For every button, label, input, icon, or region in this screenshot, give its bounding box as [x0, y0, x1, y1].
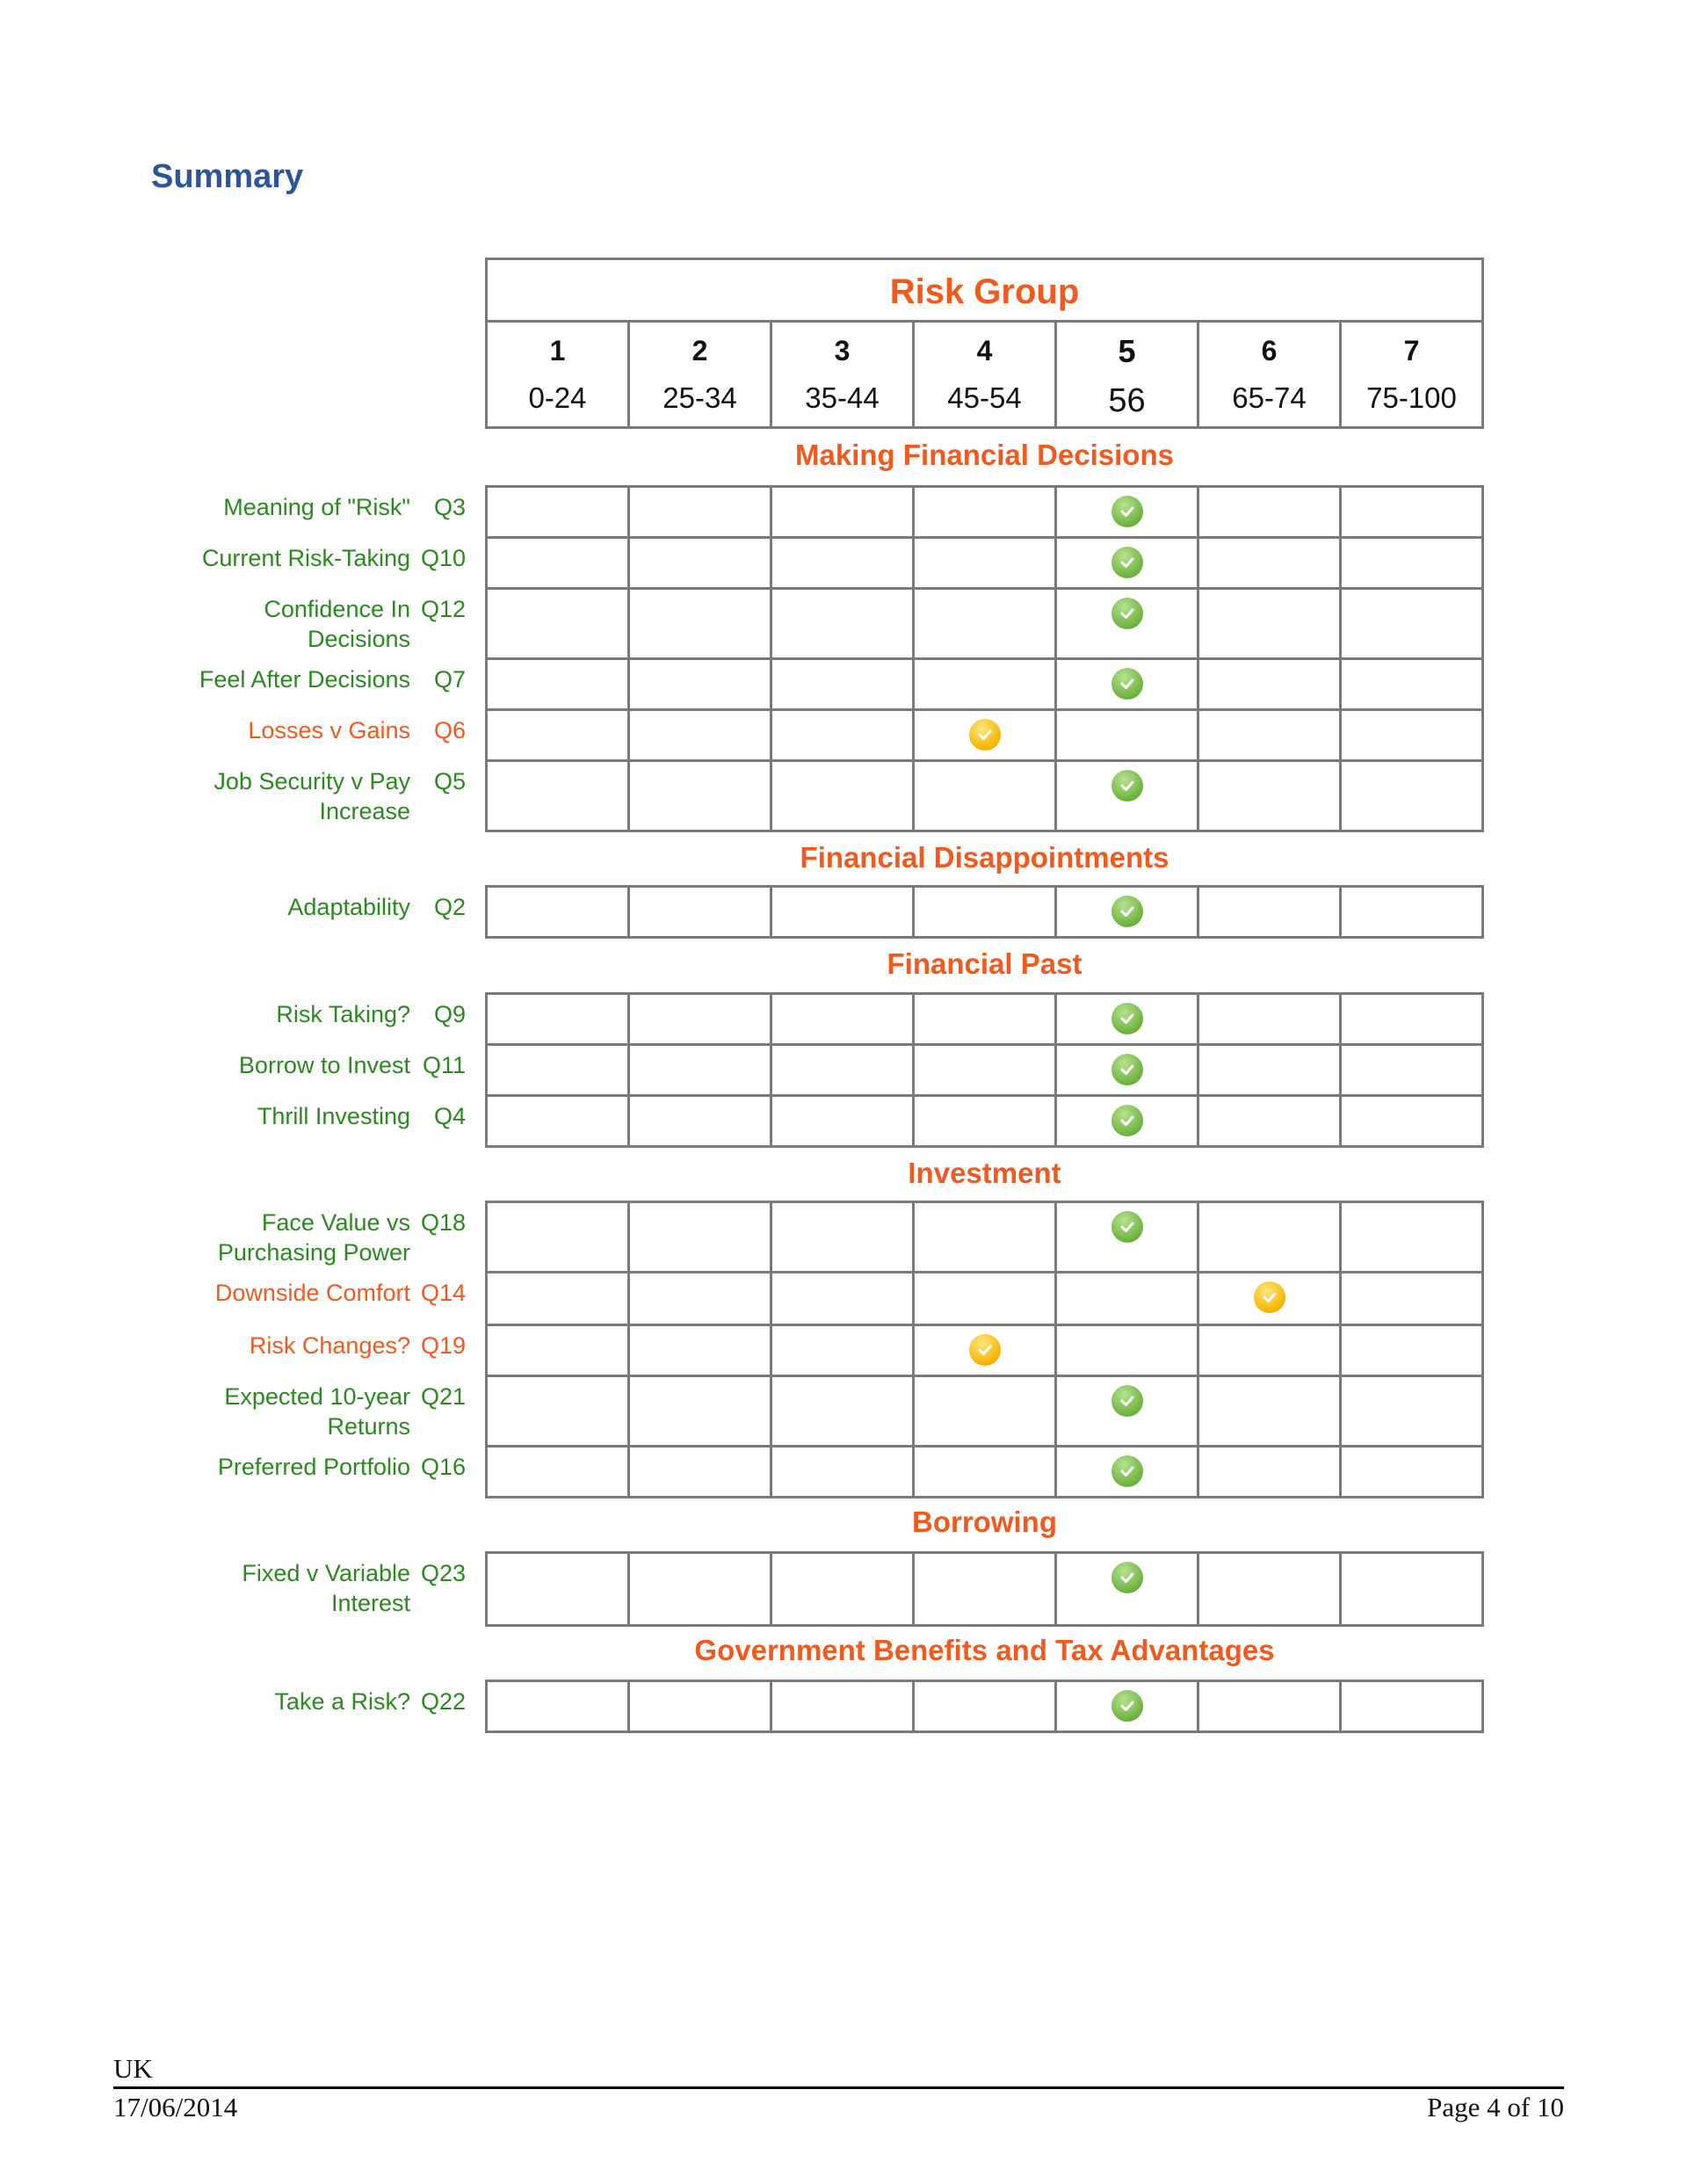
risk-group-cell	[915, 1554, 1057, 1624]
question-code: Q9	[433, 1001, 466, 1027]
table-row	[488, 1554, 1481, 1627]
question-code: Q18	[420, 1209, 466, 1236]
risk-group-cell	[1199, 711, 1342, 759]
question-label-line: Expected 10-year	[224, 1383, 410, 1410]
risk-group-cell	[1342, 1326, 1481, 1375]
risk-group-cell	[1199, 1326, 1342, 1375]
risk-group-cell	[915, 1448, 1057, 1496]
risk-group-cell	[630, 539, 772, 587]
risk-group-cell	[1057, 711, 1199, 759]
risk-group-cell	[915, 762, 1057, 830]
question-label	[0, 1558, 410, 1618]
question-label	[0, 1101, 410, 1131]
section-grid	[485, 1680, 1484, 1733]
risk-group-cell	[488, 539, 630, 587]
section-title: Making Financial Decisions	[795, 439, 1174, 471]
table-row	[488, 1377, 1481, 1448]
question-label	[0, 594, 410, 654]
risk-group-cell	[488, 1682, 630, 1731]
question-code: Q2	[433, 894, 466, 920]
green-check-icon	[1111, 1690, 1143, 1722]
risk-group-cell	[630, 762, 772, 830]
risk-group-cell	[772, 1377, 915, 1445]
risk-group-cell	[1342, 1046, 1481, 1094]
risk-group-cell	[915, 888, 1057, 936]
risk-group-cell	[630, 660, 772, 708]
question-label-line: Increase	[319, 798, 410, 824]
risk-group-column	[488, 323, 630, 429]
table-row	[488, 1273, 1481, 1326]
risk-group-cell	[630, 1682, 772, 1731]
question-label-line: Face Value vs	[261, 1209, 410, 1236]
question-code: Q19	[420, 1332, 466, 1359]
risk-group-cell	[772, 1448, 915, 1496]
risk-group-cell	[1342, 1554, 1481, 1624]
risk-group-cell	[1342, 660, 1481, 708]
risk-group-cell	[915, 1046, 1057, 1094]
question-code: Q12	[420, 596, 466, 622]
risk-group-cell	[1057, 488, 1199, 536]
risk-group-range: 56	[1108, 382, 1146, 419]
question-label-line: Returns	[327, 1413, 410, 1440]
risk-group-cell	[915, 1273, 1057, 1324]
risk-group-cell	[1342, 1377, 1481, 1445]
risk-group-cell	[1342, 539, 1481, 587]
question-label-line: Risk Changes?	[249, 1332, 410, 1359]
table-row	[488, 1448, 1481, 1498]
risk-group-cell	[1199, 762, 1342, 830]
risk-group-cell	[915, 488, 1057, 536]
question-label-line: Adaptability	[287, 894, 410, 920]
orange-check-icon	[969, 719, 1001, 751]
risk-group-cell	[1057, 1046, 1199, 1094]
question-code: Q4	[433, 1103, 466, 1129]
risk-group-cell	[630, 1273, 772, 1324]
question-label	[0, 492, 410, 522]
green-check-icon	[1111, 598, 1143, 629]
risk-group-cell	[630, 488, 772, 536]
green-check-icon	[1111, 1562, 1143, 1593]
question-label-line: Borrow to Invest	[238, 1052, 410, 1078]
risk-group-cell	[1199, 590, 1342, 657]
risk-group-cell	[1342, 995, 1481, 1043]
question-label	[0, 892, 410, 922]
risk-group-cell	[1342, 888, 1481, 936]
question-code: Q14	[420, 1280, 466, 1306]
risk-group-cell	[630, 888, 772, 936]
table-row	[488, 1097, 1481, 1148]
risk-group-cell	[1199, 1097, 1342, 1145]
green-check-icon	[1111, 1054, 1143, 1085]
risk-group-range: 35-44	[805, 381, 880, 414]
risk-group-cell	[1199, 1554, 1342, 1624]
section-grid	[485, 485, 1484, 832]
risk-group-cell	[915, 711, 1057, 759]
risk-group-cell	[772, 1554, 915, 1624]
risk-group-cell	[1342, 1097, 1481, 1145]
question-label-line: Confidence In	[264, 596, 410, 622]
green-check-icon	[1111, 1003, 1143, 1034]
risk-group-cell	[488, 660, 630, 708]
risk-group-column	[1199, 323, 1342, 429]
risk-group-number: 4	[976, 335, 993, 366]
question-code: Q10	[420, 545, 466, 571]
green-check-icon	[1111, 496, 1143, 527]
orange-check-icon	[1254, 1281, 1285, 1313]
risk-group-cell	[772, 888, 915, 936]
risk-group-number: 1	[549, 335, 566, 366]
risk-group-cell	[1199, 1377, 1342, 1445]
question-label	[0, 1331, 410, 1360]
section-grid	[485, 1201, 1484, 1498]
table-row	[488, 539, 1481, 590]
risk-group-cell	[488, 1326, 630, 1375]
risk-group-number: 5	[1118, 333, 1136, 369]
risk-group-column	[1342, 323, 1481, 429]
footer-page-number: Page 4 of 10	[1427, 2092, 1564, 2122]
risk-group-cell	[1057, 1682, 1199, 1731]
risk-group-cell	[488, 488, 630, 536]
question-label-line: Risk Taking?	[276, 1001, 410, 1027]
section-title: Financial Disappointments	[800, 841, 1169, 874]
risk-group-cell	[1057, 1448, 1199, 1496]
risk-group-cell	[630, 1448, 772, 1496]
risk-group-column	[1057, 323, 1199, 429]
table-row	[488, 590, 1481, 660]
risk-group-number: 2	[691, 335, 708, 366]
risk-group-cell	[772, 1203, 915, 1271]
risk-group-cell	[1057, 539, 1199, 587]
risk-group-cell	[1342, 590, 1481, 657]
question-label	[0, 1208, 410, 1267]
risk-group-column	[772, 323, 915, 429]
question-label-line: Feel After Decisions	[199, 666, 410, 693]
question-label	[0, 1050, 410, 1080]
risk-group-cell	[772, 539, 915, 587]
risk-group-cell	[772, 1097, 915, 1145]
risk-group-cell	[630, 1097, 772, 1145]
risk-group-cell	[1342, 488, 1481, 536]
section-title: Government Benefits and Tax Advantages	[694, 1634, 1275, 1666]
table-row	[488, 1203, 1481, 1273]
risk-group-cell	[1199, 995, 1342, 1043]
table-row	[488, 762, 1481, 832]
orange-check-icon	[969, 1334, 1001, 1366]
risk-group-cell	[488, 711, 630, 759]
table-row	[488, 488, 1481, 539]
question-code: Q21	[420, 1383, 466, 1410]
risk-group-cell	[1199, 1273, 1342, 1324]
risk-group-cell	[1057, 888, 1199, 936]
risk-group-cell	[915, 539, 1057, 587]
risk-group-column	[915, 323, 1057, 429]
green-check-icon	[1111, 668, 1143, 700]
risk-group-range: 0-24	[528, 381, 587, 414]
risk-group-cell	[915, 590, 1057, 657]
risk-group-range: 75-100	[1366, 381, 1457, 414]
question-label-line: Decisions	[307, 626, 410, 652]
risk-group-cell	[772, 590, 915, 657]
risk-group-cell	[488, 1273, 630, 1324]
risk-group-cell	[772, 762, 915, 830]
section-grid	[485, 1551, 1484, 1627]
risk-group-cell	[772, 1326, 915, 1375]
question-label-line: Fixed v Variable	[242, 1560, 410, 1586]
question-label	[0, 1278, 410, 1308]
question-label-line: Current Risk-Taking	[201, 545, 410, 571]
risk-group-cell	[630, 1203, 772, 1271]
risk-group-cell	[1199, 1046, 1342, 1094]
question-label-line: Thrill Investing	[257, 1103, 410, 1129]
question-code: Q6	[433, 717, 466, 744]
footer-date: 17/06/2014	[113, 2092, 238, 2122]
risk-group-cell	[630, 711, 772, 759]
question-label	[0, 543, 410, 573]
question-label-line: Purchasing Power	[217, 1239, 410, 1266]
risk-group-column	[630, 323, 772, 429]
risk-group-cell	[772, 995, 915, 1043]
question-label	[0, 715, 410, 745]
table-row	[488, 711, 1481, 762]
risk-group-cell	[1342, 762, 1481, 830]
green-check-icon	[1111, 547, 1143, 578]
question-label	[0, 664, 410, 694]
green-check-icon	[1111, 1105, 1143, 1136]
risk-group-cell	[915, 660, 1057, 708]
risk-group-cell	[1342, 1682, 1481, 1731]
risk-group-cell	[630, 1046, 772, 1094]
risk-group-number: 6	[1261, 335, 1278, 366]
risk-group-number: 3	[834, 335, 851, 366]
risk-group-cell	[772, 488, 915, 536]
risk-group-cell	[1199, 539, 1342, 587]
green-check-icon	[1111, 1385, 1143, 1417]
risk-group-cell	[1342, 1273, 1481, 1324]
question-code: Q23	[420, 1560, 466, 1586]
risk-group-cell	[1057, 1377, 1199, 1445]
risk-group-cell	[915, 1097, 1057, 1145]
risk-group-cell	[1199, 1682, 1342, 1731]
table-row	[488, 995, 1481, 1046]
page-title: Summary	[151, 158, 304, 195]
question-code: Q16	[420, 1454, 466, 1480]
risk-group-cell	[915, 1326, 1057, 1375]
risk-group-cell	[915, 995, 1057, 1043]
question-code: Q5	[433, 768, 466, 795]
section-title: Financial Past	[887, 947, 1082, 980]
question-label	[0, 1382, 410, 1441]
risk-group-cell	[488, 995, 630, 1043]
risk-group-title: Risk Group	[488, 260, 1481, 323]
section-grid	[485, 992, 1484, 1148]
table-row	[488, 1046, 1481, 1097]
risk-group-cell	[1057, 660, 1199, 708]
risk-group-cell	[630, 1554, 772, 1624]
risk-group-columns	[488, 323, 1481, 429]
risk-group-cell	[630, 590, 772, 657]
risk-group-cell	[1342, 1203, 1481, 1271]
risk-group-cell	[488, 1448, 630, 1496]
question-label-line: Losses v Gains	[248, 717, 410, 744]
risk-group-cell	[488, 762, 630, 830]
question-label-line: Interest	[330, 1590, 410, 1616]
risk-group-cell	[488, 1097, 630, 1145]
risk-group-cell	[488, 1554, 630, 1624]
risk-group-cell	[488, 1203, 630, 1271]
risk-group-cell	[915, 1682, 1057, 1731]
risk-group-cell	[1199, 488, 1342, 536]
risk-group-cell	[630, 1377, 772, 1445]
risk-group-cell	[772, 1046, 915, 1094]
risk-group-cell	[915, 1203, 1057, 1271]
table-row	[488, 660, 1481, 711]
risk-group-cell	[630, 1326, 772, 1375]
section-grid	[485, 885, 1484, 939]
risk-group-cell	[772, 1682, 915, 1731]
risk-group-cell	[488, 1046, 630, 1094]
table-row	[488, 1682, 1481, 1733]
risk-group-cell	[488, 590, 630, 657]
question-label-line: Take a Risk?	[274, 1688, 410, 1715]
risk-group-cell	[1057, 1554, 1199, 1624]
risk-group-range: 25-34	[662, 381, 737, 414]
risk-group-cell	[1342, 1448, 1481, 1496]
risk-group-cell	[1057, 995, 1199, 1043]
green-check-icon	[1111, 1211, 1143, 1243]
question-label-line: Meaning of "Risk"	[223, 494, 410, 520]
question-code: Q3	[433, 494, 466, 520]
question-code: Q7	[433, 666, 466, 693]
section-title: Borrowing	[912, 1506, 1057, 1538]
risk-group-cell	[1057, 1273, 1199, 1324]
footer-country: UK	[113, 2053, 153, 2084]
risk-group-cell	[1057, 1326, 1199, 1375]
question-label-line: Downside Comfort	[214, 1280, 410, 1306]
table-row	[488, 1326, 1481, 1377]
risk-group-cell	[488, 888, 630, 936]
risk-group-number: 7	[1403, 335, 1420, 366]
risk-group-cell	[772, 1273, 915, 1324]
risk-group-cell	[630, 995, 772, 1043]
risk-group-header	[485, 258, 1484, 429]
risk-group-cell	[1057, 1097, 1199, 1145]
risk-group-cell	[1057, 762, 1199, 830]
question-label	[0, 1687, 410, 1716]
risk-group-cell	[488, 1377, 630, 1445]
table-row	[488, 888, 1481, 939]
question-label	[0, 999, 410, 1029]
risk-group-cell	[1057, 590, 1199, 657]
risk-group-cell	[1057, 1203, 1199, 1271]
question-code: Q22	[420, 1688, 466, 1715]
risk-group-range: 45-54	[947, 381, 1022, 414]
risk-group-cell	[915, 1377, 1057, 1445]
question-label	[0, 766, 410, 826]
footer-divider	[113, 2086, 1564, 2089]
risk-group-cell	[772, 660, 915, 708]
risk-group-cell	[1342, 711, 1481, 759]
risk-group-cell	[1199, 660, 1342, 708]
risk-group-cell	[1199, 1203, 1342, 1271]
question-label	[0, 1452, 410, 1482]
section-title: Investment	[908, 1157, 1061, 1189]
risk-group-range: 65-74	[1232, 381, 1307, 414]
green-check-icon	[1111, 896, 1143, 927]
risk-group-cell	[772, 711, 915, 759]
green-check-icon	[1111, 770, 1143, 802]
question-code: Q11	[422, 1052, 466, 1078]
question-label-line: Job Security v Pay	[214, 768, 410, 795]
risk-group-cell	[1199, 1448, 1342, 1496]
green-check-icon	[1111, 1455, 1143, 1487]
risk-group-cell	[1199, 888, 1342, 936]
question-label-line: Preferred Portfolio	[217, 1454, 410, 1480]
